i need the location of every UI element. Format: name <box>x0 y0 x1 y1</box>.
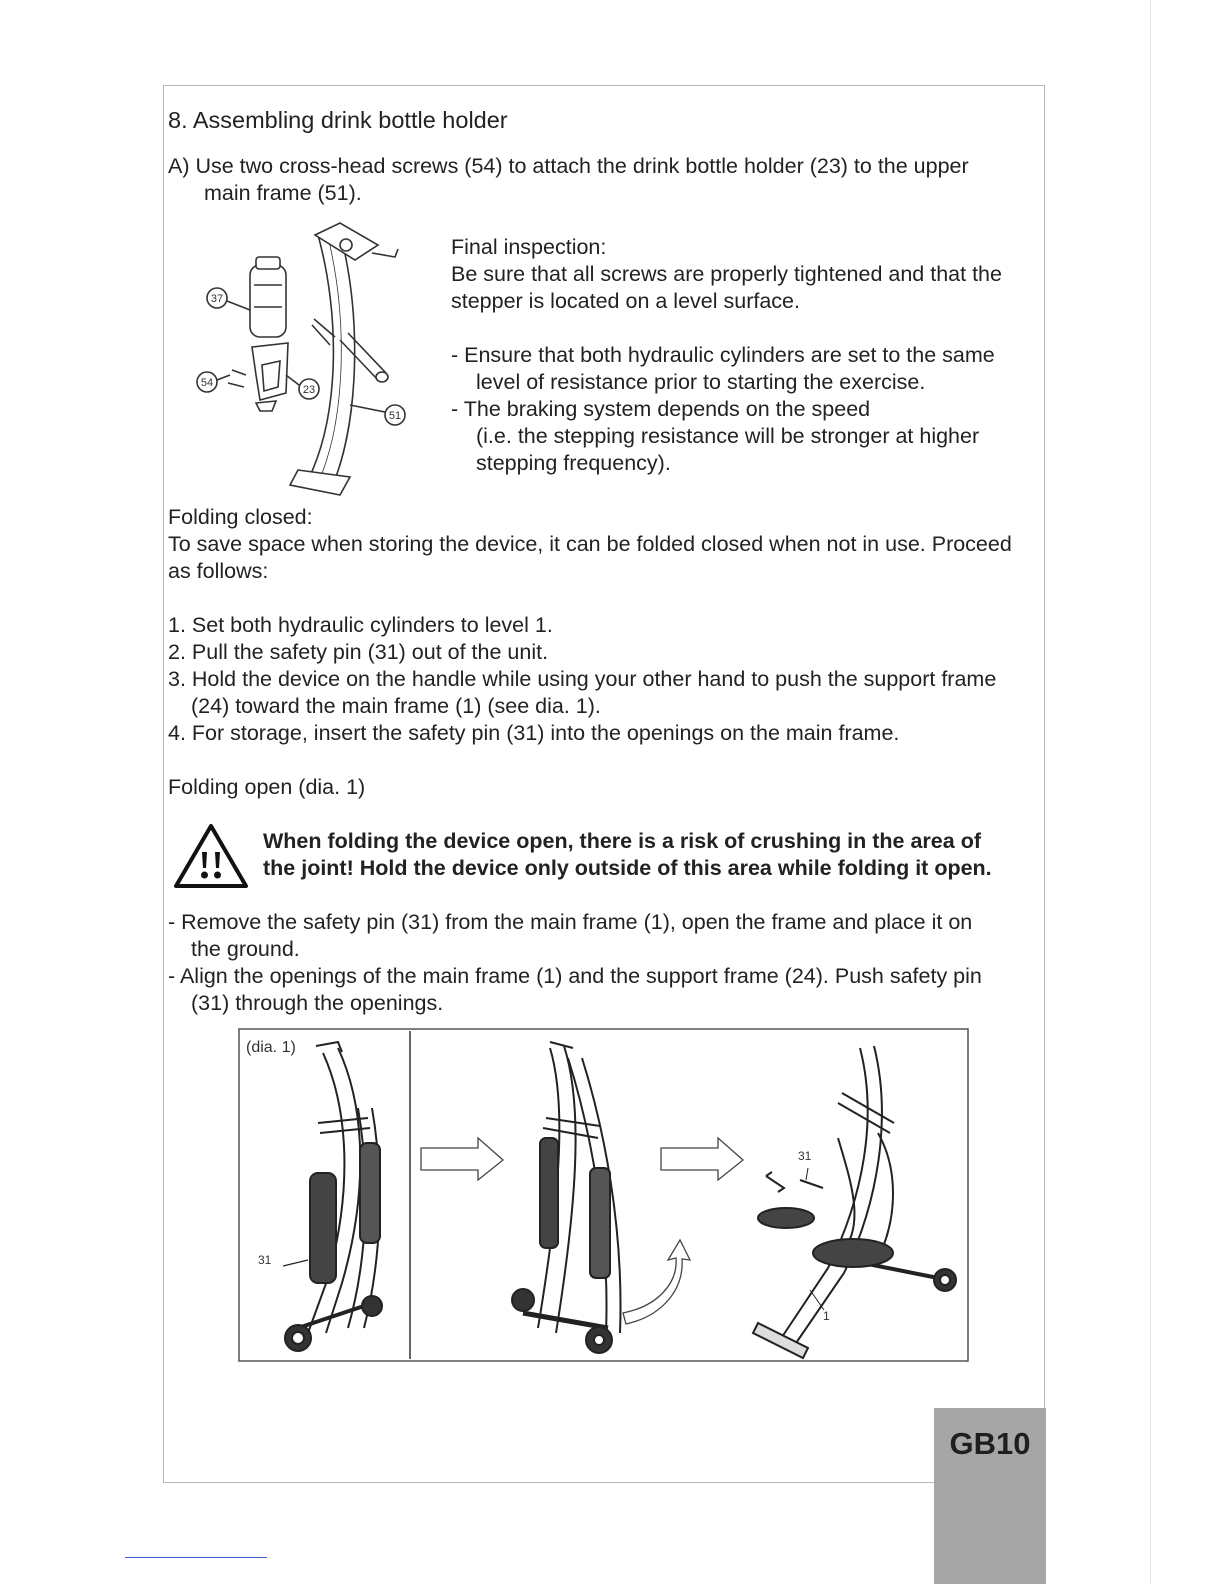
step-a-line2: main frame (51). <box>204 181 362 205</box>
final-inspection-bullet1-line1: - Ensure that both hydraulic cylinders are set to the same <box>451 343 995 367</box>
step-a-line1: A) Use two cross-head screws (54) to attach the drink bottle holder (23) to the upper <box>168 154 969 178</box>
final-inspection-bullet1-line2: level of resistance prior to starting the exercise. <box>476 370 926 394</box>
page-number: GB10 <box>949 1426 1031 1461</box>
folding-closed-step1: 1. Set both hydraulic cylinders to level 1. <box>168 613 553 637</box>
page-edge-rule <box>1150 0 1151 1584</box>
callout-37: 37 <box>210 293 224 305</box>
folding-closed-step4: 4. For storage, insert the safety pin (31) into the openings on the main frame. <box>168 721 900 745</box>
callout-51: 51 <box>388 410 402 422</box>
folding-closed-intro-line1: To save space when storing the device, it can be folded closed when not in use. Proceed <box>168 532 1012 556</box>
final-inspection-title: Final inspection: <box>451 235 607 259</box>
page-number-tab <box>934 1408 1046 1584</box>
final-inspection-bullet2-line1: - The braking system depends on the speed <box>451 397 871 421</box>
warning-line1: When folding the device open, there is a risk of crushing in the area of <box>263 829 981 853</box>
pin-label-1: 31 <box>258 1253 272 1267</box>
callout-54: 54 <box>200 377 214 389</box>
callout-23: 23 <box>302 384 316 396</box>
folding-closed-step3-line2: (24) toward the main frame (1) (see dia. 1). <box>191 694 601 718</box>
folding-open-bullet2-line1: - Align the openings of the main frame (1) and the support frame (24). Push safety pin <box>168 964 982 988</box>
footer-rule <box>125 1557 267 1558</box>
diagram-label: (dia. 1) <box>246 1039 296 1056</box>
warning-triangle-icon <box>172 822 250 890</box>
final-inspection-bullet2-line3: stepping frequency). <box>476 451 671 475</box>
folding-open-title: Folding open (dia. 1) <box>168 775 366 799</box>
folding-open-bullet1-line2: the ground. <box>191 937 300 961</box>
folding-diagram <box>238 1028 970 1363</box>
frame-label-1: 1 <box>823 1309 830 1323</box>
folding-closed-step3-line1: 3. Hold the device on the handle while using your other hand to push the support frame <box>168 667 997 691</box>
folding-closed-step2: 2. Pull the safety pin (31) out of the unit. <box>168 640 549 664</box>
folding-closed-intro-line2: as follows: <box>168 559 269 583</box>
final-inspection-bullet2-line2: (i.e. the stepping resistance will be stronger at higher <box>476 424 980 448</box>
bottle-holder-illustration <box>190 215 430 500</box>
folding-closed-title: Folding closed: <box>168 505 313 529</box>
folding-open-bullet2-line2: (31) through the openings. <box>191 991 444 1015</box>
pin-label-2: 31 <box>798 1149 812 1163</box>
final-inspection-line2: stepper is located on a level surface. <box>451 289 800 313</box>
final-inspection-line1: Be sure that all screws are properly tightened and that the <box>451 262 1002 286</box>
section-title: 8. Assembling drink bottle holder <box>168 107 508 133</box>
warning-line2: the joint! Hold the device only outside of this area while folding it open. <box>263 856 992 880</box>
folding-open-bullet1-line1: - Remove the safety pin (31) from the main frame (1), open the frame and place it on <box>168 910 973 934</box>
